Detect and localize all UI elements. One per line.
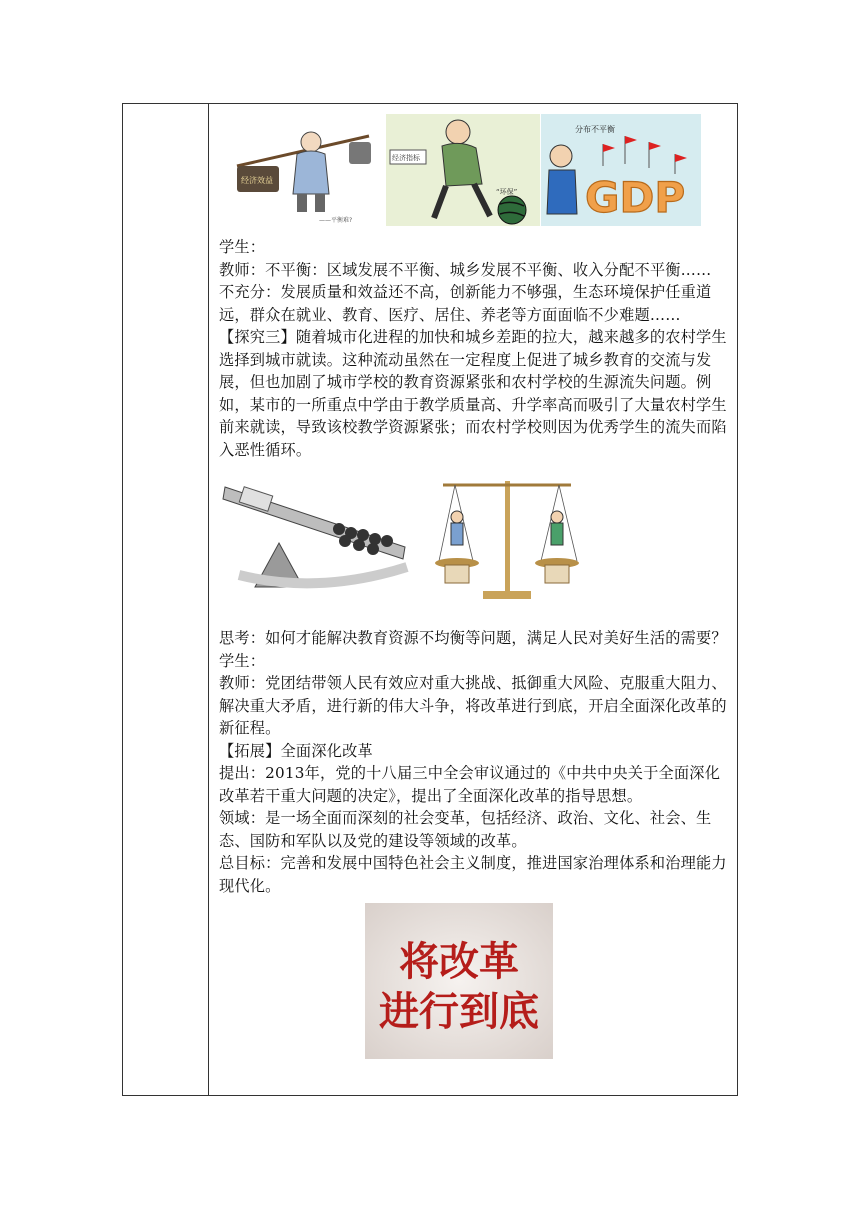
paragraph-think: 思考：如何才能解决教育资源不均衡等问题，满足人民对美好生活的需要？ — [219, 629, 727, 647]
paragraph-proposal: 提出：2013年，党的十八届三中全会审议通过的《中共中央关于全面深化改革若干重大问题的决定》，提出了全面深化改革的指导思想。 — [219, 764, 721, 805]
cartoon-image-row — [219, 114, 733, 236]
banner-line-1: 将改革 — [399, 939, 519, 985]
banner-line-2: 进行到底 — [379, 989, 539, 1035]
paragraph-teacher-reform: 教师：党团结带领人民有效应对重大挑战、抵御重大风险、克服重大阻力、解决重大矛盾，进行新的伟大斗争，将改革进行到底，开启全面深化改革的新征程。 — [219, 674, 727, 737]
column-divider — [208, 104, 209, 1095]
svg-text:分布不平衡: 分布不平衡 — [575, 125, 615, 134]
content-cell — [219, 114, 733, 1061]
lesson-table — [122, 103, 738, 1096]
paragraph-student-2: 学生： — [219, 651, 266, 670]
reform-banner-image — [219, 903, 733, 1061]
paragraph-inquiry-three: 【探究三】随着城市化进程的加快和城乡差距的拉大，越来越多的农村学生选择到城市就读。这种流动虽然在一定程度上促进了城乡教育的交流与发展，但也加剧了城市学校的教育资源紧张和农村学校的生源流失问题。例如，某市的一所重点中学由于教学质量高、升学率高而吸引了大量农村学生前来就读，导致该校教学资源紧张；而农村学校则因为优秀学生的流失而陷入恶性循环。 — [219, 328, 727, 459]
svg-text:经济效益: 经济效益 — [241, 176, 273, 185]
balance-pole-cartoon-icon — [219, 114, 385, 226]
svg-text:经济指标: 经济指标 — [392, 154, 420, 162]
running-man-cartoon-icon — [386, 114, 540, 226]
paragraph-inadequate: 不充分：发展质量和效益还不高，创新能力不够强，生态环境保护任重道远，群众在就业、教育、医疗、居住、养老等方面面临不少难题…… — [219, 283, 712, 324]
paragraph-teacher-imbalance: 教师：不平衡：区域发展不平衡、城乡发展不平衡、收入分配不平衡…… — [219, 260, 712, 279]
paragraph-extension-heading: 【拓展】全面深化改革 — [219, 741, 373, 760]
svg-text:“环保”: “环保” — [496, 188, 518, 196]
paragraph-student: 学生： — [219, 238, 266, 256]
gdp-flags-cartoon-icon — [541, 114, 701, 226]
paragraph-fields: 领域：是一场全面而深刻的社会变革，包括经济、政治、文化、社会、生态、国防和军队以及党的建设等领域的改革。 — [219, 809, 712, 850]
svg-text:GDP: GDP — [585, 173, 686, 222]
seesaw-cartoon-icon — [219, 477, 415, 595]
scales-cartoon-icon — [433, 473, 581, 605]
education-balance-image-row — [219, 473, 733, 621]
svg-text:——平衡难?: ——平衡难? — [319, 217, 353, 224]
paragraph-overall-goal: 总目标：完善和发展中国特色社会主义制度，推进国家治理体系和治理能力现代化。 — [219, 854, 727, 895]
